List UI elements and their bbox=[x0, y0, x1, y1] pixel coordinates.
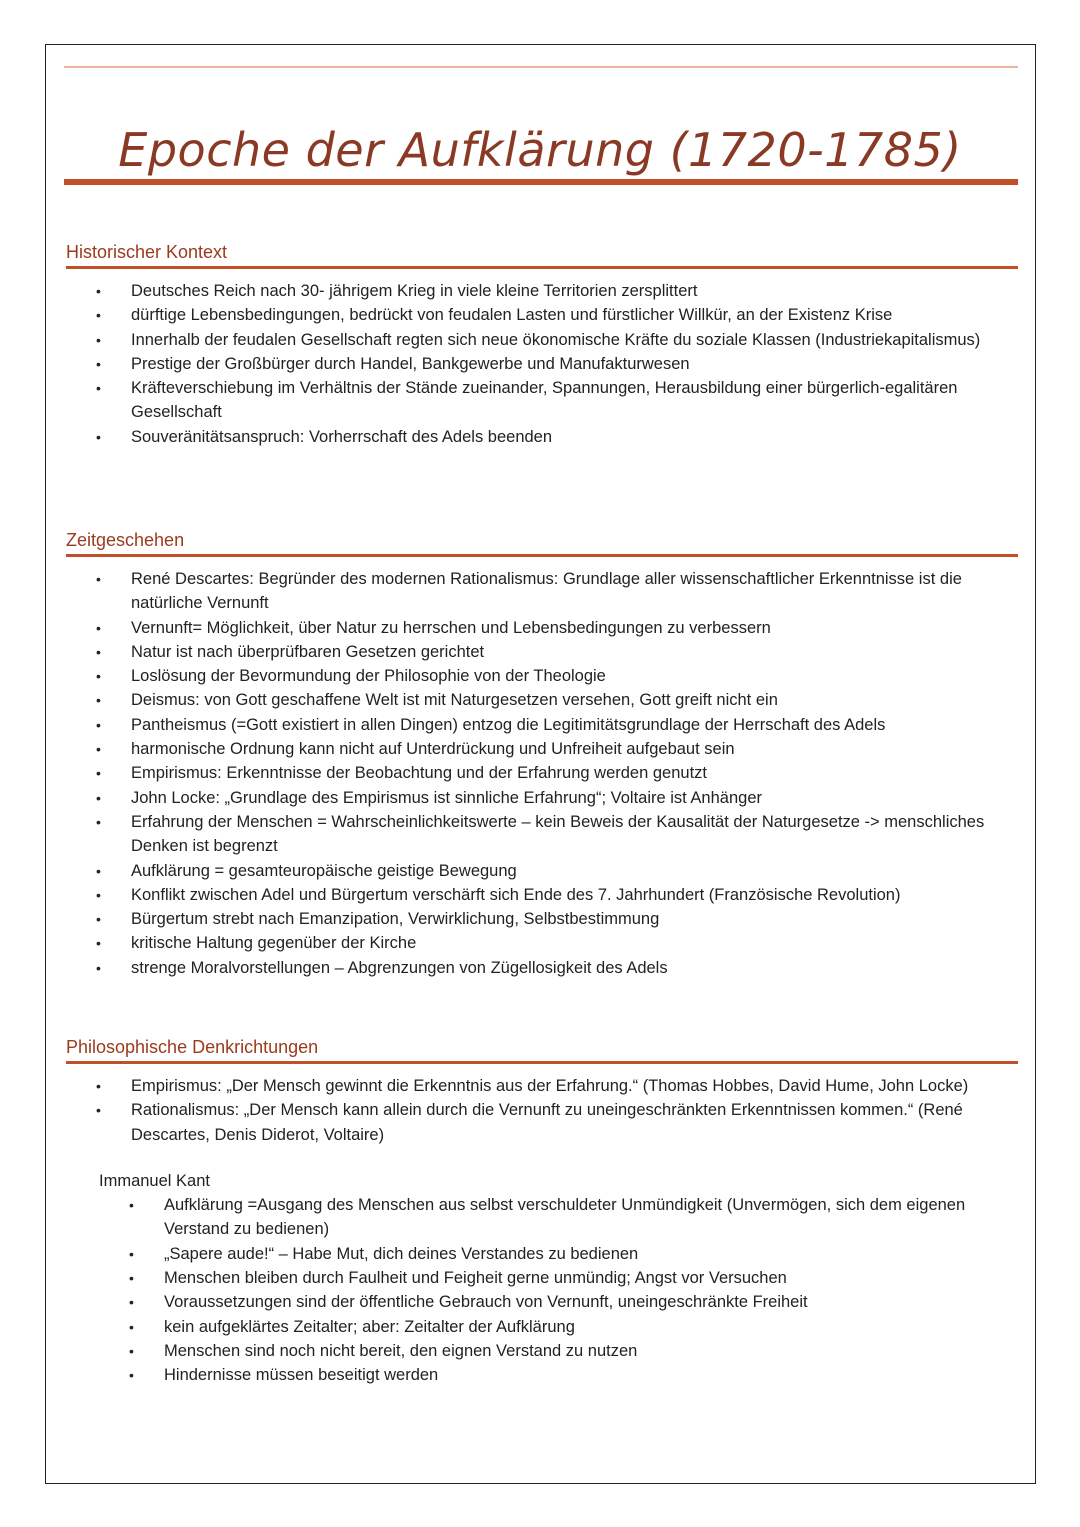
list-item: • Konflikt zwischen Adel und Bürgertum verschärft sich Ende des 7. Jahrhundert (Französische Revolution) bbox=[66, 883, 1018, 907]
section-heading: Philosophische Denkrichtungen bbox=[66, 1037, 1018, 1064]
list-item: • Aufklärung = gesamteuropäische geistige Bewegung bbox=[66, 859, 1018, 883]
list-item: • Menschen bleiben durch Faulheit und Feigheit gerne unmündig; Angst vor Versuchen bbox=[66, 1266, 1018, 1290]
list-item: • Pantheismus (=Gott existiert in allen Dingen) entzog die Legitimitätsgrundlage der Herrschaft des Adels bbox=[66, 713, 1018, 737]
list-item: • Prestige der Großbürger durch Handel, Bankgewerbe und Manufakturwesen bbox=[66, 352, 1018, 376]
list-item: • Empirismus: Erkenntnisse der Beobachtung und der Erfahrung werden genutzt bbox=[66, 761, 1018, 785]
bullet-list bbox=[66, 567, 1018, 980]
list-item: • John Locke: „Grundlage des Empirismus ist sinnliche Erfahrung“; Voltaire ist Anhänger bbox=[66, 786, 1018, 810]
section-historischer-kontext bbox=[66, 242, 1018, 449]
list-item: • dürftige Lebensbedingungen, bedrückt von feudalen Lasten und fürstlicher Willkür, an der Existenz Krise bbox=[66, 303, 1018, 327]
list-item: • Empirismus: „Der Mensch gewinnt die Erkenntnis aus der Erfahrung.“ (Thomas Hobbes, David Hume, John Locke) bbox=[66, 1074, 1018, 1098]
list-item: • Voraussetzungen sind der öffentliche Gebrauch von Vernunft, uneingeschränkte Freiheit bbox=[66, 1290, 1018, 1314]
sub-bullet-list bbox=[66, 1193, 1018, 1387]
list-item: • Deismus: von Gott geschaffene Welt ist mit Naturgesetzen versehen, Gott greift nicht ein bbox=[66, 688, 1018, 712]
list-item: • Aufklärung =Ausgang des Menschen aus selbst verschuldeter Unmündigkeit (Unvermögen, sich dem eigenen Verstand zu bedienen) bbox=[66, 1193, 1018, 1242]
list-item: • Natur ist nach überprüfbaren Gesetzen gerichtet bbox=[66, 640, 1018, 664]
list-item: • Kräfteverschiebung im Verhältnis der Stände zueinander, Spannungen, Herausbildung einer bürgerlich-egalitären Gesellschaft bbox=[66, 376, 1018, 425]
list-item: • Bürgertum strebt nach Emanzipation, Verwirklichung, Selbstbestimmung bbox=[66, 907, 1018, 931]
list-item: • Loslösung der Bevormundung der Philosophie von der Theologie bbox=[66, 664, 1018, 688]
section-philosophische-denkrichtungen bbox=[66, 1037, 1018, 1388]
list-item: • Deutsches Reich nach 30- jährigem Krieg in viele kleine Territorien zersplittert bbox=[66, 279, 1018, 303]
list-item: • Hindernisse müssen beseitigt werden bbox=[66, 1363, 1018, 1387]
page-title: Epoche der Aufklärung (1720-1785) bbox=[118, 122, 962, 177]
list-item: • kein aufgeklärtes Zeitalter; aber: Zeitalter der Aufklärung bbox=[66, 1315, 1018, 1339]
list-item: • Innerhalb der feudalen Gesellschaft regten sich neue ökonomische Kräfte du soziale Klassen (Industriekapitalismus) bbox=[66, 328, 1018, 352]
subsection-title: Immanuel Kant bbox=[99, 1171, 210, 1190]
bullet-list bbox=[66, 279, 1018, 449]
section-zeitgeschehen bbox=[66, 530, 1018, 980]
top-divider bbox=[64, 66, 1018, 68]
list-item: • Menschen sind noch nicht bereit, den eignen Verstand zu nutzen bbox=[66, 1339, 1018, 1363]
bullet-list bbox=[66, 1074, 1018, 1147]
list-item: • Vernunft= Möglichkeit, über Natur zu herrschen und Lebensbedingungen zu verbessern bbox=[66, 616, 1018, 640]
list-item: • strenge Moralvorstellungen – Abgrenzungen von Zügellosigkeit des Adels bbox=[66, 956, 1018, 980]
list-item: • kritische Haltung gegenüber der Kirche bbox=[66, 931, 1018, 955]
list-item: • Erfahrung der Menschen = Wahrscheinlichkeitswerte – kein Beweis der Kausalität der Naturgesetze -> menschliches Denken ist begrenzt bbox=[66, 810, 1018, 859]
list-item: • „Sapere aude!“ – Habe Mut, dich deines Verstandes zu bedienen bbox=[66, 1242, 1018, 1266]
list-item: • René Descartes: Begründer des modernen Rationalismus: Grundlage aller wissenschaftlicher Erkenntnisse ist die natürliche Vernunft bbox=[66, 567, 1018, 616]
section-heading: Zeitgeschehen bbox=[66, 530, 1018, 557]
list-item: • Souveränitätsanspruch: Vorherrschaft des Adels beenden bbox=[66, 425, 1018, 449]
list-item: • Rationalismus: „Der Mensch kann allein durch die Vernunft zu uneingeschränkten Erkenntnissen kommen.“ (René Descartes, Denis Diderot, Voltaire) bbox=[66, 1098, 1018, 1147]
section-heading: Historischer Kontext bbox=[66, 242, 1018, 269]
title-divider bbox=[64, 179, 1018, 185]
list-item: • harmonische Ordnung kann nicht auf Unterdrückung und Unfreiheit aufgebaut sein bbox=[66, 737, 1018, 761]
